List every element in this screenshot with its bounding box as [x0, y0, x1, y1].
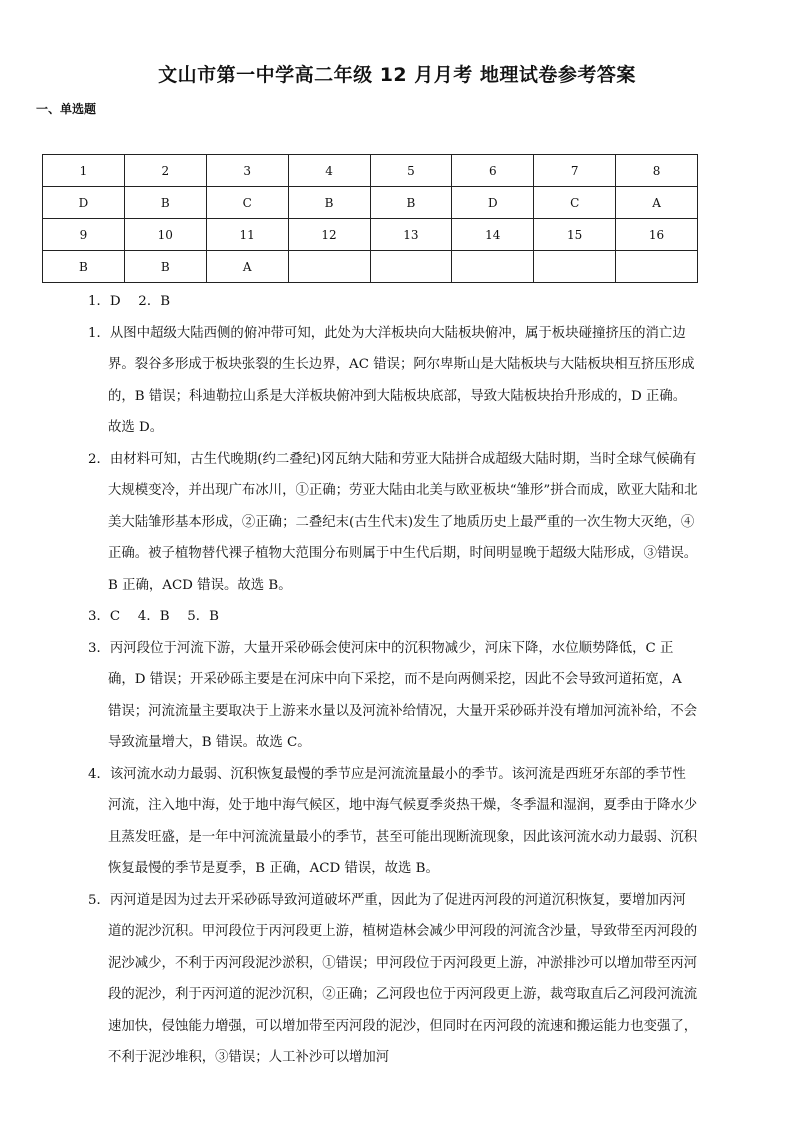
question-number-cell: 15 [534, 219, 616, 251]
explanation-paragraph [88, 318, 698, 444]
answer-group-line: 1．D 2．B [88, 294, 171, 309]
answer-cell: C [534, 187, 616, 219]
explanations [88, 286, 698, 1074]
explanation-text: 丙河道是因为过去开采砂砾导致河道破坏严重，因此为了促进丙河段的河道沉积恢复，要增加丙河道的泥沙沉积。甲河段位于丙河段更上游，植树造林会减少甲河段的河流含沙量，导致带至丙河段的泥沙减少，不利于丙河段泥沙淤积，①错误；甲河段位于丙河段更上游，冲淤排沙可以增加带至丙河段的泥沙，利于丙河道的泥沙沉积，②正确；乙河段也位于丙河段更上游，裁弯取直后乙河段河流流速加快，侵蚀能力增强，可以增加带至丙河段的泥沙，但同时在丙河段的流速和搬运能力也变强了，不利于泥沙堆积，③错误；人工补沙可以增加河 [108, 892, 698, 1065]
question-number: 5． [88, 892, 110, 908]
explanation-paragraph [88, 885, 698, 1074]
table-row [43, 219, 698, 251]
page-title: 文山市第一中学高二年级 12 月月考 地理试卷参考答案 [158, 64, 636, 86]
answer-table [42, 154, 698, 283]
answer-cell: D [452, 187, 534, 219]
explanation-text: 丙河段位于河流下游，大量开采砂砾会使河床中的沉积物减少，河床下降，水位顺势降低，C 正确，D 错误；开采砂砾主要是在河床中向下采挖，而不是向两侧采挖，因此不会导致河道拓宽，A 错误；河流流量主要取决于上游来水量以及河流补给情况，大量开采砂砾并没有增加河流补给，不会导致流量增大，B 错误。故选 C。 [108, 640, 698, 750]
question-number-cell: 10 [124, 219, 206, 251]
answer-cell [370, 251, 452, 283]
question-number-cell: 6 [452, 155, 534, 187]
answer-cell: C [206, 187, 288, 219]
question-number-cell: 16 [616, 219, 698, 251]
answer-cell: A [206, 251, 288, 283]
question-number: 4． [88, 766, 110, 782]
question-number-cell: 11 [206, 219, 288, 251]
section-heading: 一、单选题 [36, 102, 97, 116]
question-number: 2． [88, 451, 110, 467]
explanation-text: 由材料可知，古生代晚期(约二叠纪)冈瓦纳大陆和劳亚大陆拼合成超级大陆时期，当时全球气候确有大规模变冷，并出现广布冰川，①正确；劳亚大陆由北美与欧亚板块“雏形”拼合而成，欧亚大陆和北美大陆雏形基本形成，②正确；二叠纪末(古生代末)发生了地质历史上最严重的一次生物大灭绝，④正确。被子植物替代裸子植物大范围分布则属于中生代后期，时间明显晚于超级大陆形成，③错误。B 正确，ACD 错误。故选 B。 [108, 451, 698, 593]
explanation-paragraph [88, 759, 698, 885]
answer-cell: B [43, 251, 125, 283]
table-row [43, 187, 698, 219]
answer-cell: B [124, 187, 206, 219]
question-number: 3． [88, 640, 110, 656]
question-number-cell: 5 [370, 155, 452, 187]
question-number-cell: 13 [370, 219, 452, 251]
question-number-cell: 12 [288, 219, 370, 251]
question-number-cell: 7 [534, 155, 616, 187]
answer-group-line: 3．C 4．B 5．B [88, 609, 219, 624]
table-row [43, 155, 698, 187]
question-number-cell: 2 [124, 155, 206, 187]
question-number-cell: 8 [616, 155, 698, 187]
explanation-text: 从图中超级大陆西侧的俯冲带可知，此处为大洋板块向大陆板块俯冲，属于板块碰撞挤压的消亡边界。裂谷多形成于板块张裂的生长边界，AC 错误；阿尔卑斯山是大陆板块与大陆板块相互挤压形成的，B 错误；科迪勒拉山系是大洋板块俯冲到大陆板块底部，导致大陆板块抬升形成的，D 正确。故选 D。 [108, 325, 695, 435]
explanation-text: 该河流水动力最弱、沉积恢复最慢的季节应是河流流量最小的季节。该河流是西班牙东部的季节性河流，注入地中海，处于地中海气候区，地中海气候夏季炎热干燥，冬季温和湿润，夏季由于降水少且蒸发旺盛，是一年中河流流量最小的季节，甚至可能出现断流现象，因此该河流水动力最弱、沉积恢复最慢的季节是夏季，B 正确，ACD 错误，故选 B。 [108, 766, 698, 876]
answer-cell: D [43, 187, 125, 219]
question-number: 1． [88, 325, 110, 341]
answer-cell: B [288, 187, 370, 219]
question-number-cell: 3 [206, 155, 288, 187]
answer-cell: B [124, 251, 206, 283]
question-number-cell: 14 [452, 219, 534, 251]
question-number-cell: 4 [288, 155, 370, 187]
answer-cell [534, 251, 616, 283]
explanation-paragraph [88, 633, 698, 759]
answer-cell: B [370, 187, 452, 219]
answer-cell [288, 251, 370, 283]
explanation-paragraph [88, 444, 698, 602]
answer-cell [452, 251, 534, 283]
answer-cell: A [616, 187, 698, 219]
table-row [43, 251, 698, 283]
question-number-cell: 1 [43, 155, 125, 187]
answer-cell [616, 251, 698, 283]
question-number-cell: 9 [43, 219, 125, 251]
